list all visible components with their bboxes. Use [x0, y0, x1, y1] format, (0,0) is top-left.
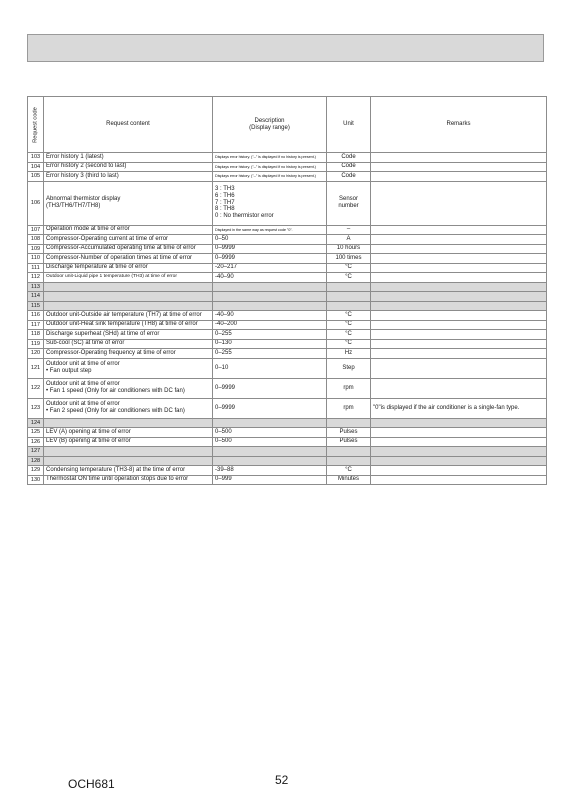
- request-code-cell: 106: [28, 181, 44, 225]
- description-cell: 0–500: [213, 437, 327, 447]
- request-code-cell: 124: [28, 418, 44, 428]
- description-cell: [213, 292, 327, 302]
- unit-cell: °C: [327, 320, 371, 330]
- remarks-cell: [371, 378, 547, 398]
- description-cell: 0–999: [213, 475, 327, 485]
- request-code-cell: 129: [28, 466, 44, 476]
- unit-line: Sensor: [338, 196, 358, 203]
- table-row: [28, 428, 547, 438]
- content-cell: Discharge temperature at time of error: [44, 263, 213, 273]
- content-cell: [44, 301, 213, 311]
- content-cell: Compressor-Operating frequency at time of error: [44, 349, 213, 359]
- header-remarks: Remarks: [371, 97, 547, 153]
- description-cell: 0–255: [213, 349, 327, 359]
- remarks-cell: [371, 181, 547, 225]
- unit-cell: Step: [327, 358, 371, 378]
- description-cell: [213, 447, 327, 457]
- description-cell: 0–9999: [213, 398, 327, 418]
- content-line: (TH3/TH6/TH7/TH8): [46, 203, 101, 209]
- unit-cell: °C: [327, 466, 371, 476]
- remarks-cell: [371, 225, 547, 235]
- remarks-cell: [371, 428, 547, 438]
- remarks-cell: [371, 466, 547, 476]
- content-cell: [44, 282, 213, 292]
- request-code-cell: 111: [28, 263, 44, 273]
- description-line: 3 : TH3: [215, 185, 235, 192]
- content-cell: [44, 447, 213, 457]
- description-cell: [213, 282, 327, 292]
- unit-cell: A: [327, 235, 371, 245]
- description-cell: 0–9999: [213, 254, 327, 264]
- content-cell: Compressor-Accumulated operating time at time of error: [44, 244, 213, 254]
- header-request-content: Request content: [44, 97, 213, 153]
- description-cell: -40–90: [213, 311, 327, 321]
- table-row: [28, 162, 547, 172]
- request-code-cell: 126: [28, 437, 44, 447]
- request-code-cell: 109: [28, 244, 44, 254]
- content-line: Abnormal thermistor display: [46, 196, 121, 203]
- table-row: [28, 466, 547, 476]
- description-cell: [213, 181, 327, 225]
- description-cell: 0–10: [213, 358, 327, 378]
- remarks-cell: [371, 273, 547, 283]
- description-cell: Displayed in the same way as request code "0".: [213, 225, 327, 235]
- remarks-cell: [371, 162, 547, 172]
- content-cell: Operation mode at time of error: [44, 225, 213, 235]
- remarks-cell: [371, 475, 547, 485]
- request-code-cell: 130: [28, 475, 44, 485]
- content-line: • Fan 1 speed (Only for air conditioners with DC fan): [46, 388, 185, 394]
- unit-cell: 100 times: [327, 254, 371, 264]
- table-row: [28, 398, 547, 418]
- remarks-cell: [371, 349, 547, 359]
- content-cell: Thermostat ON time until operation stops due to error: [44, 475, 213, 485]
- table-row: [28, 378, 547, 398]
- request-code-cell: 112: [28, 273, 44, 283]
- table-row: [28, 292, 547, 302]
- content-cell: Outdoor unit-Outside air temperature (TH7) at time of error: [44, 311, 213, 321]
- remarks-cell: [371, 358, 547, 378]
- request-code-cell: 122: [28, 378, 44, 398]
- table-row: [28, 437, 547, 447]
- unit-cell: [327, 282, 371, 292]
- content-cell: Condensing temperature (TH3-8) at the time of error: [44, 466, 213, 476]
- description-line: 8 : TH8: [215, 206, 235, 213]
- table-row: [28, 475, 547, 485]
- description-cell: [213, 301, 327, 311]
- unit-cell: Minutes: [327, 475, 371, 485]
- unit-cell: °C: [327, 263, 371, 273]
- remarks-cell: [371, 292, 547, 302]
- request-code-table: [27, 96, 547, 485]
- description-cell: [213, 418, 327, 428]
- description-cell: -40–90: [213, 273, 327, 283]
- remarks-cell: [371, 447, 547, 457]
- content-cell: Error history 2 (second to last): [44, 162, 213, 172]
- table-row: [28, 263, 547, 273]
- content-cell: [44, 292, 213, 302]
- unit-cell: [327, 447, 371, 457]
- description-cell: Displays error history. ("--" is displayed if no history is present.): [213, 153, 327, 163]
- content-cell: Discharge superheat (SHd) at time of error: [44, 330, 213, 340]
- description-cell: 0–130: [213, 339, 327, 349]
- request-code-cell: 104: [28, 162, 44, 172]
- description-cell: Displays error history. ("--" is displayed if no history is present.): [213, 172, 327, 182]
- request-code-cell: 128: [28, 456, 44, 466]
- content-cell: [44, 358, 213, 378]
- content-line: Outdoor unit at time of error: [46, 361, 120, 368]
- description-line: 0 : No thermistor error: [215, 213, 274, 220]
- model-number: OCH681: [68, 777, 115, 791]
- description-cell: 0–500: [213, 428, 327, 438]
- description-line: 7 : TH7: [215, 199, 235, 206]
- content-cell: [44, 181, 213, 225]
- remarks-cell: [371, 418, 547, 428]
- content-cell: [44, 456, 213, 466]
- description-cell: [213, 456, 327, 466]
- remarks-cell: [371, 244, 547, 254]
- content-line: • Fan output step: [46, 368, 92, 374]
- unit-cell: [327, 301, 371, 311]
- table-row: [28, 330, 547, 340]
- table-header-row: [28, 97, 547, 153]
- table-row: [28, 456, 547, 466]
- unit-cell: –: [327, 225, 371, 235]
- table-row: [28, 273, 547, 283]
- header-request-code: Request code: [28, 97, 44, 153]
- content-cell: LEV (B) opening at time of error: [44, 437, 213, 447]
- unit-cell: [327, 181, 371, 225]
- table-row: [28, 225, 547, 235]
- unit-cell: Code: [327, 153, 371, 163]
- remarks-cell: [371, 311, 547, 321]
- content-cell: Outdoor unit-Heat sink temperature (TH8) at time of error: [44, 320, 213, 330]
- content-cell: Error history 3 (third to last): [44, 172, 213, 182]
- remarks-cell: [371, 282, 547, 292]
- request-code-cell: 114: [28, 292, 44, 302]
- request-code-cell: 107: [28, 225, 44, 235]
- table-row: [28, 172, 547, 182]
- table-row: [28, 311, 547, 321]
- remarks-cell: [371, 172, 547, 182]
- description-cell: Displays error history. ("--" is displayed if no history is present.): [213, 162, 327, 172]
- description-cell: 0–50: [213, 235, 327, 245]
- unit-cell: °C: [327, 273, 371, 283]
- description-line: 6 : TH6: [215, 192, 235, 199]
- request-code-cell: 125: [28, 428, 44, 438]
- table-body: [28, 153, 547, 485]
- remarks-cell: [371, 456, 547, 466]
- description-cell: -39–88: [213, 466, 327, 476]
- remarks-cell: [371, 437, 547, 447]
- description-cell: 0–9999: [213, 244, 327, 254]
- remarks-cell: [371, 235, 547, 245]
- content-cell: [44, 378, 213, 398]
- description-cell: -40–200: [213, 320, 327, 330]
- unit-cell: Pulses: [327, 437, 371, 447]
- request-code-cell: 123: [28, 398, 44, 418]
- remarks-cell: [371, 301, 547, 311]
- description-cell: -20–217: [213, 263, 327, 273]
- content-cell: Compressor-Operating current at time of error: [44, 235, 213, 245]
- table-row: [28, 339, 547, 349]
- request-code-cell: 105: [28, 172, 44, 182]
- remarks-cell: [371, 330, 547, 340]
- request-code-cell: 108: [28, 235, 44, 245]
- unit-cell: Pulses: [327, 428, 371, 438]
- description-cell: 0–9999: [213, 378, 327, 398]
- request-code-cell: 127: [28, 447, 44, 457]
- request-code-cell: 121: [28, 358, 44, 378]
- header-description: Description (Display range): [213, 97, 327, 153]
- unit-cell: rpm: [327, 398, 371, 418]
- table-row: [28, 153, 547, 163]
- unit-cell: [327, 292, 371, 302]
- request-code-cell: 110: [28, 254, 44, 264]
- unit-line: number: [338, 203, 359, 209]
- request-code-cell: 118: [28, 330, 44, 340]
- content-cell: Error history 1 (latest): [44, 153, 213, 163]
- remarks-cell: [371, 254, 547, 264]
- table-row: [28, 320, 547, 330]
- request-code-cell: 113: [28, 282, 44, 292]
- table-row: [28, 254, 547, 264]
- remarks-cell: [371, 153, 547, 163]
- request-code-cell: 120: [28, 349, 44, 359]
- content-cell: Outdoor unit-Liquid pipe 1 temperature (TH3) at time of error: [44, 273, 213, 283]
- unit-cell: °C: [327, 339, 371, 349]
- content-line: Outdoor unit at time of error: [46, 381, 120, 388]
- content-line: Outdoor unit at time of error: [46, 401, 120, 408]
- unit-cell: 10 hours: [327, 244, 371, 254]
- unit-cell: Hz: [327, 349, 371, 359]
- description-cell: 0–255: [213, 330, 327, 340]
- header-bar: [27, 34, 544, 62]
- table-row: [28, 301, 547, 311]
- content-cell: [44, 418, 213, 428]
- unit-cell: °C: [327, 330, 371, 340]
- remarks-cell: [371, 320, 547, 330]
- content-cell: Sub-cool (SC) at time of error: [44, 339, 213, 349]
- remarks-cell: "0"is displayed if the air conditioner is a single-fan type.: [371, 398, 547, 418]
- remarks-cell: [371, 339, 547, 349]
- header-unit: Unit: [327, 97, 371, 153]
- request-code-cell: 116: [28, 311, 44, 321]
- table-row: [28, 235, 547, 245]
- table-row: [28, 181, 547, 225]
- request-code-cell: 119: [28, 339, 44, 349]
- table-row: [28, 282, 547, 292]
- table-row: [28, 418, 547, 428]
- table-row: [28, 349, 547, 359]
- content-line: • Fan 2 speed (Only for air conditioners with DC fan): [46, 408, 185, 414]
- content-cell: LEV (A) opening at time of error: [44, 428, 213, 438]
- content-cell: [44, 398, 213, 418]
- remarks-cell: [371, 263, 547, 273]
- unit-cell: [327, 456, 371, 466]
- request-code-cell: 115: [28, 301, 44, 311]
- unit-cell: rpm: [327, 378, 371, 398]
- table-row: [28, 244, 547, 254]
- content-cell: Compressor-Number of operation times at time of error: [44, 254, 213, 264]
- table-row: [28, 358, 547, 378]
- request-code-cell: 117: [28, 320, 44, 330]
- unit-cell: Code: [327, 172, 371, 182]
- table-row: [28, 447, 547, 457]
- request-code-cell: 103: [28, 153, 44, 163]
- unit-cell: [327, 418, 371, 428]
- unit-cell: Code: [327, 162, 371, 172]
- unit-cell: °C: [327, 311, 371, 321]
- page-number: 52: [275, 773, 289, 787]
